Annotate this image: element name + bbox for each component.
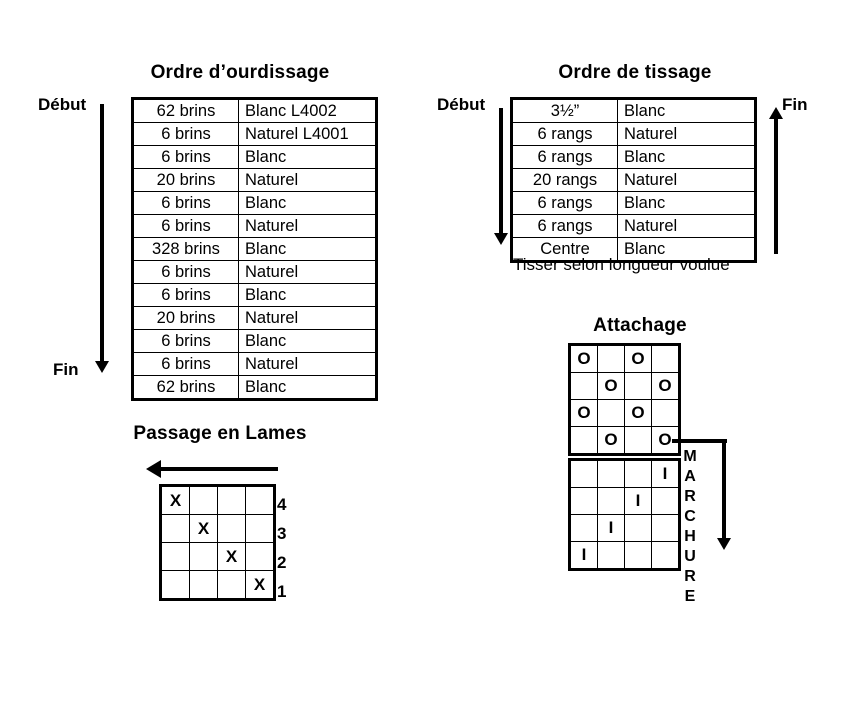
table-row: [512, 169, 756, 192]
tieup-cell: [598, 400, 625, 427]
treadling-direction-arrow: [722, 443, 726, 539]
table-row: [570, 542, 680, 570]
warp-color: Naturel: [239, 353, 377, 376]
treadling-label-letter: R: [684, 568, 696, 585]
treadling-label-letter: E: [684, 588, 696, 605]
treadling-cell: [598, 460, 625, 488]
weaving-direction-arrow-down: [499, 108, 503, 234]
tieup-cell: [570, 427, 598, 455]
weaving-order-table: [510, 97, 757, 263]
treadling-cell: [652, 542, 680, 570]
threading-title: Passage en Lames: [133, 423, 307, 444]
threading-cell: [190, 543, 218, 571]
weft-color: Naturel: [618, 215, 756, 238]
table-row: [512, 123, 756, 146]
warp-count: 62 brins: [133, 99, 239, 123]
weft-color: Blanc: [618, 192, 756, 215]
threading-cell: [161, 543, 190, 571]
weft-count: Centre: [512, 238, 618, 262]
tieup-title: Attachage: [593, 315, 687, 336]
warp-color: Blanc: [239, 284, 377, 307]
table-row: [133, 215, 377, 238]
threading-panel: [110, 423, 330, 445]
threading-grid: [159, 484, 276, 601]
weft-color: Naturel: [618, 169, 756, 192]
warp-count: 6 brins: [133, 284, 239, 307]
warp-count: 6 brins: [133, 261, 239, 284]
weaving-direction-arrow-up: [774, 118, 778, 254]
table-row: [133, 238, 377, 261]
table-row: [570, 373, 680, 400]
tieup-cell: [625, 427, 652, 455]
treadling-cell: [652, 488, 680, 515]
warp-color: Blanc: [239, 146, 377, 169]
warp-color: Blanc: [239, 330, 377, 353]
treadling-label-letter: R: [684, 488, 696, 505]
treadling-cell: [570, 460, 598, 488]
table-row: [133, 376, 377, 400]
treadling-cell: I: [570, 542, 598, 570]
threading-cell: [246, 543, 275, 571]
treadling-label: [682, 447, 698, 607]
tieup-cell: O: [570, 345, 598, 373]
treadling-divider: [672, 439, 727, 443]
warp-count: 6 brins: [133, 215, 239, 238]
threading-cell: X: [190, 515, 218, 543]
weft-color: Blanc: [618, 99, 756, 123]
warp-color: Blanc: [239, 376, 377, 400]
threading-cell: X: [161, 486, 190, 515]
table-row: [512, 146, 756, 169]
table-row: [570, 515, 680, 542]
tieup-cell: [652, 400, 680, 427]
table-row: [161, 486, 275, 515]
warping-order-title: Ordre d’ourdissage: [150, 62, 330, 83]
table-row: [570, 488, 680, 515]
table-row: [133, 99, 377, 123]
threading-cell: [190, 571, 218, 600]
treadling-cell: I: [652, 460, 680, 488]
tieup-cell: O: [625, 345, 652, 373]
warp-count: 6 brins: [133, 353, 239, 376]
tieup-cell: [570, 373, 598, 400]
tieup-panel: [540, 315, 740, 337]
threading-cell: [218, 515, 246, 543]
tieup-cell: [625, 373, 652, 400]
table-row: [512, 99, 756, 123]
tieup-cell: [598, 345, 625, 373]
tieup-cell: O: [652, 427, 680, 455]
tieup-cell: O: [598, 427, 625, 455]
shaft-number-labels: [277, 490, 286, 606]
shaft-number: 3: [277, 524, 287, 543]
weaving-order-title: Ordre de tissage: [558, 62, 712, 83]
treadling-cell: [570, 515, 598, 542]
table-row: [133, 192, 377, 215]
warp-count: 6 brins: [133, 192, 239, 215]
shaft-number: 2: [277, 553, 287, 572]
weaving-order-panel: [510, 62, 760, 84]
table-row: [161, 543, 275, 571]
treadling-cell: [598, 542, 625, 570]
warp-color: Blanc L4002: [239, 99, 377, 123]
table-row: [133, 146, 377, 169]
threading-cell: [218, 486, 246, 515]
warp-count: 62 brins: [133, 376, 239, 400]
warp-count: 328 brins: [133, 238, 239, 261]
treadling-cell: [570, 488, 598, 515]
warp-count: 20 brins: [133, 169, 239, 192]
table-row: [133, 284, 377, 307]
tieup-cell: O: [625, 400, 652, 427]
warp-color: Naturel: [239, 307, 377, 330]
weft-count: 6 rangs: [512, 146, 618, 169]
table-row: [570, 400, 680, 427]
warping-direction-arrow: [100, 104, 104, 362]
treadling-grid: [568, 458, 681, 571]
treadling-label-letter: C: [684, 508, 696, 525]
warp-count: 6 brins: [133, 146, 239, 169]
table-row: [161, 515, 275, 543]
tieup-grid: [568, 343, 681, 456]
table-row: [161, 571, 275, 600]
weft-count: 6 rangs: [512, 123, 618, 146]
weft-count: 20 rangs: [512, 169, 618, 192]
threading-cell: [246, 486, 275, 515]
threading-cell: X: [246, 571, 275, 600]
warp-color: Naturel: [239, 215, 377, 238]
weaving-end-label: Fin: [782, 95, 808, 114]
warp-color: Naturel L4001: [239, 123, 377, 146]
threading-cell: X: [218, 543, 246, 571]
warping-start-label: Début: [38, 95, 87, 114]
treadling-cell: [625, 542, 652, 570]
threading-cell: [161, 515, 190, 543]
table-row: [570, 427, 680, 455]
tieup-cell: [652, 345, 680, 373]
table-row: [133, 330, 377, 353]
table-row: [512, 215, 756, 238]
treadling-cell: I: [598, 515, 625, 542]
shaft-number: 1: [277, 582, 287, 601]
threading-cell: [218, 571, 246, 600]
weaving-start-label: Début: [437, 95, 486, 114]
threading-cell: [161, 571, 190, 600]
weft-color: Blanc: [618, 146, 756, 169]
warp-count: 6 brins: [133, 330, 239, 353]
table-row: [570, 345, 680, 373]
warp-color: Naturel: [239, 261, 377, 284]
tieup-cell: O: [652, 373, 680, 400]
warp-count: 20 brins: [133, 307, 239, 330]
table-row: [133, 169, 377, 192]
treadling-cell: I: [625, 488, 652, 515]
threading-cell: [190, 486, 218, 515]
warping-order-table: [131, 97, 378, 401]
warp-color: Blanc: [239, 192, 377, 215]
weft-count: 6 rangs: [512, 215, 618, 238]
tieup-cell: O: [570, 400, 598, 427]
table-row: [133, 261, 377, 284]
treadling-cell: [598, 488, 625, 515]
treadling-label-letter: U: [684, 548, 696, 565]
warp-count: 6 brins: [133, 123, 239, 146]
table-row: [512, 192, 756, 215]
weft-count: 3½”: [512, 99, 618, 123]
weft-count: 6 rangs: [512, 192, 618, 215]
weaving-length-caption: Tisser selon longueur voulue: [513, 255, 730, 274]
warp-color: Naturel: [239, 169, 377, 192]
threading-direction-arrow: [160, 467, 278, 471]
tieup-cell: O: [598, 373, 625, 400]
weft-color: Naturel: [618, 123, 756, 146]
treadling-cell: [625, 460, 652, 488]
treadling-label-letter: A: [684, 468, 696, 485]
treadling-label-letter: M: [683, 448, 697, 465]
shaft-number: 4: [277, 495, 287, 514]
table-row: [133, 307, 377, 330]
table-row: [570, 460, 680, 488]
treadling-label-letter: H: [684, 528, 696, 545]
warp-color: Blanc: [239, 238, 377, 261]
weft-color: Blanc: [618, 238, 756, 262]
table-row: [133, 353, 377, 376]
threading-cell: [246, 515, 275, 543]
treadling-cell: [652, 515, 680, 542]
warping-order-panel: [110, 62, 370, 84]
warping-end-label: Fin: [53, 360, 79, 379]
treadling-cell: [625, 515, 652, 542]
table-row: [133, 123, 377, 146]
